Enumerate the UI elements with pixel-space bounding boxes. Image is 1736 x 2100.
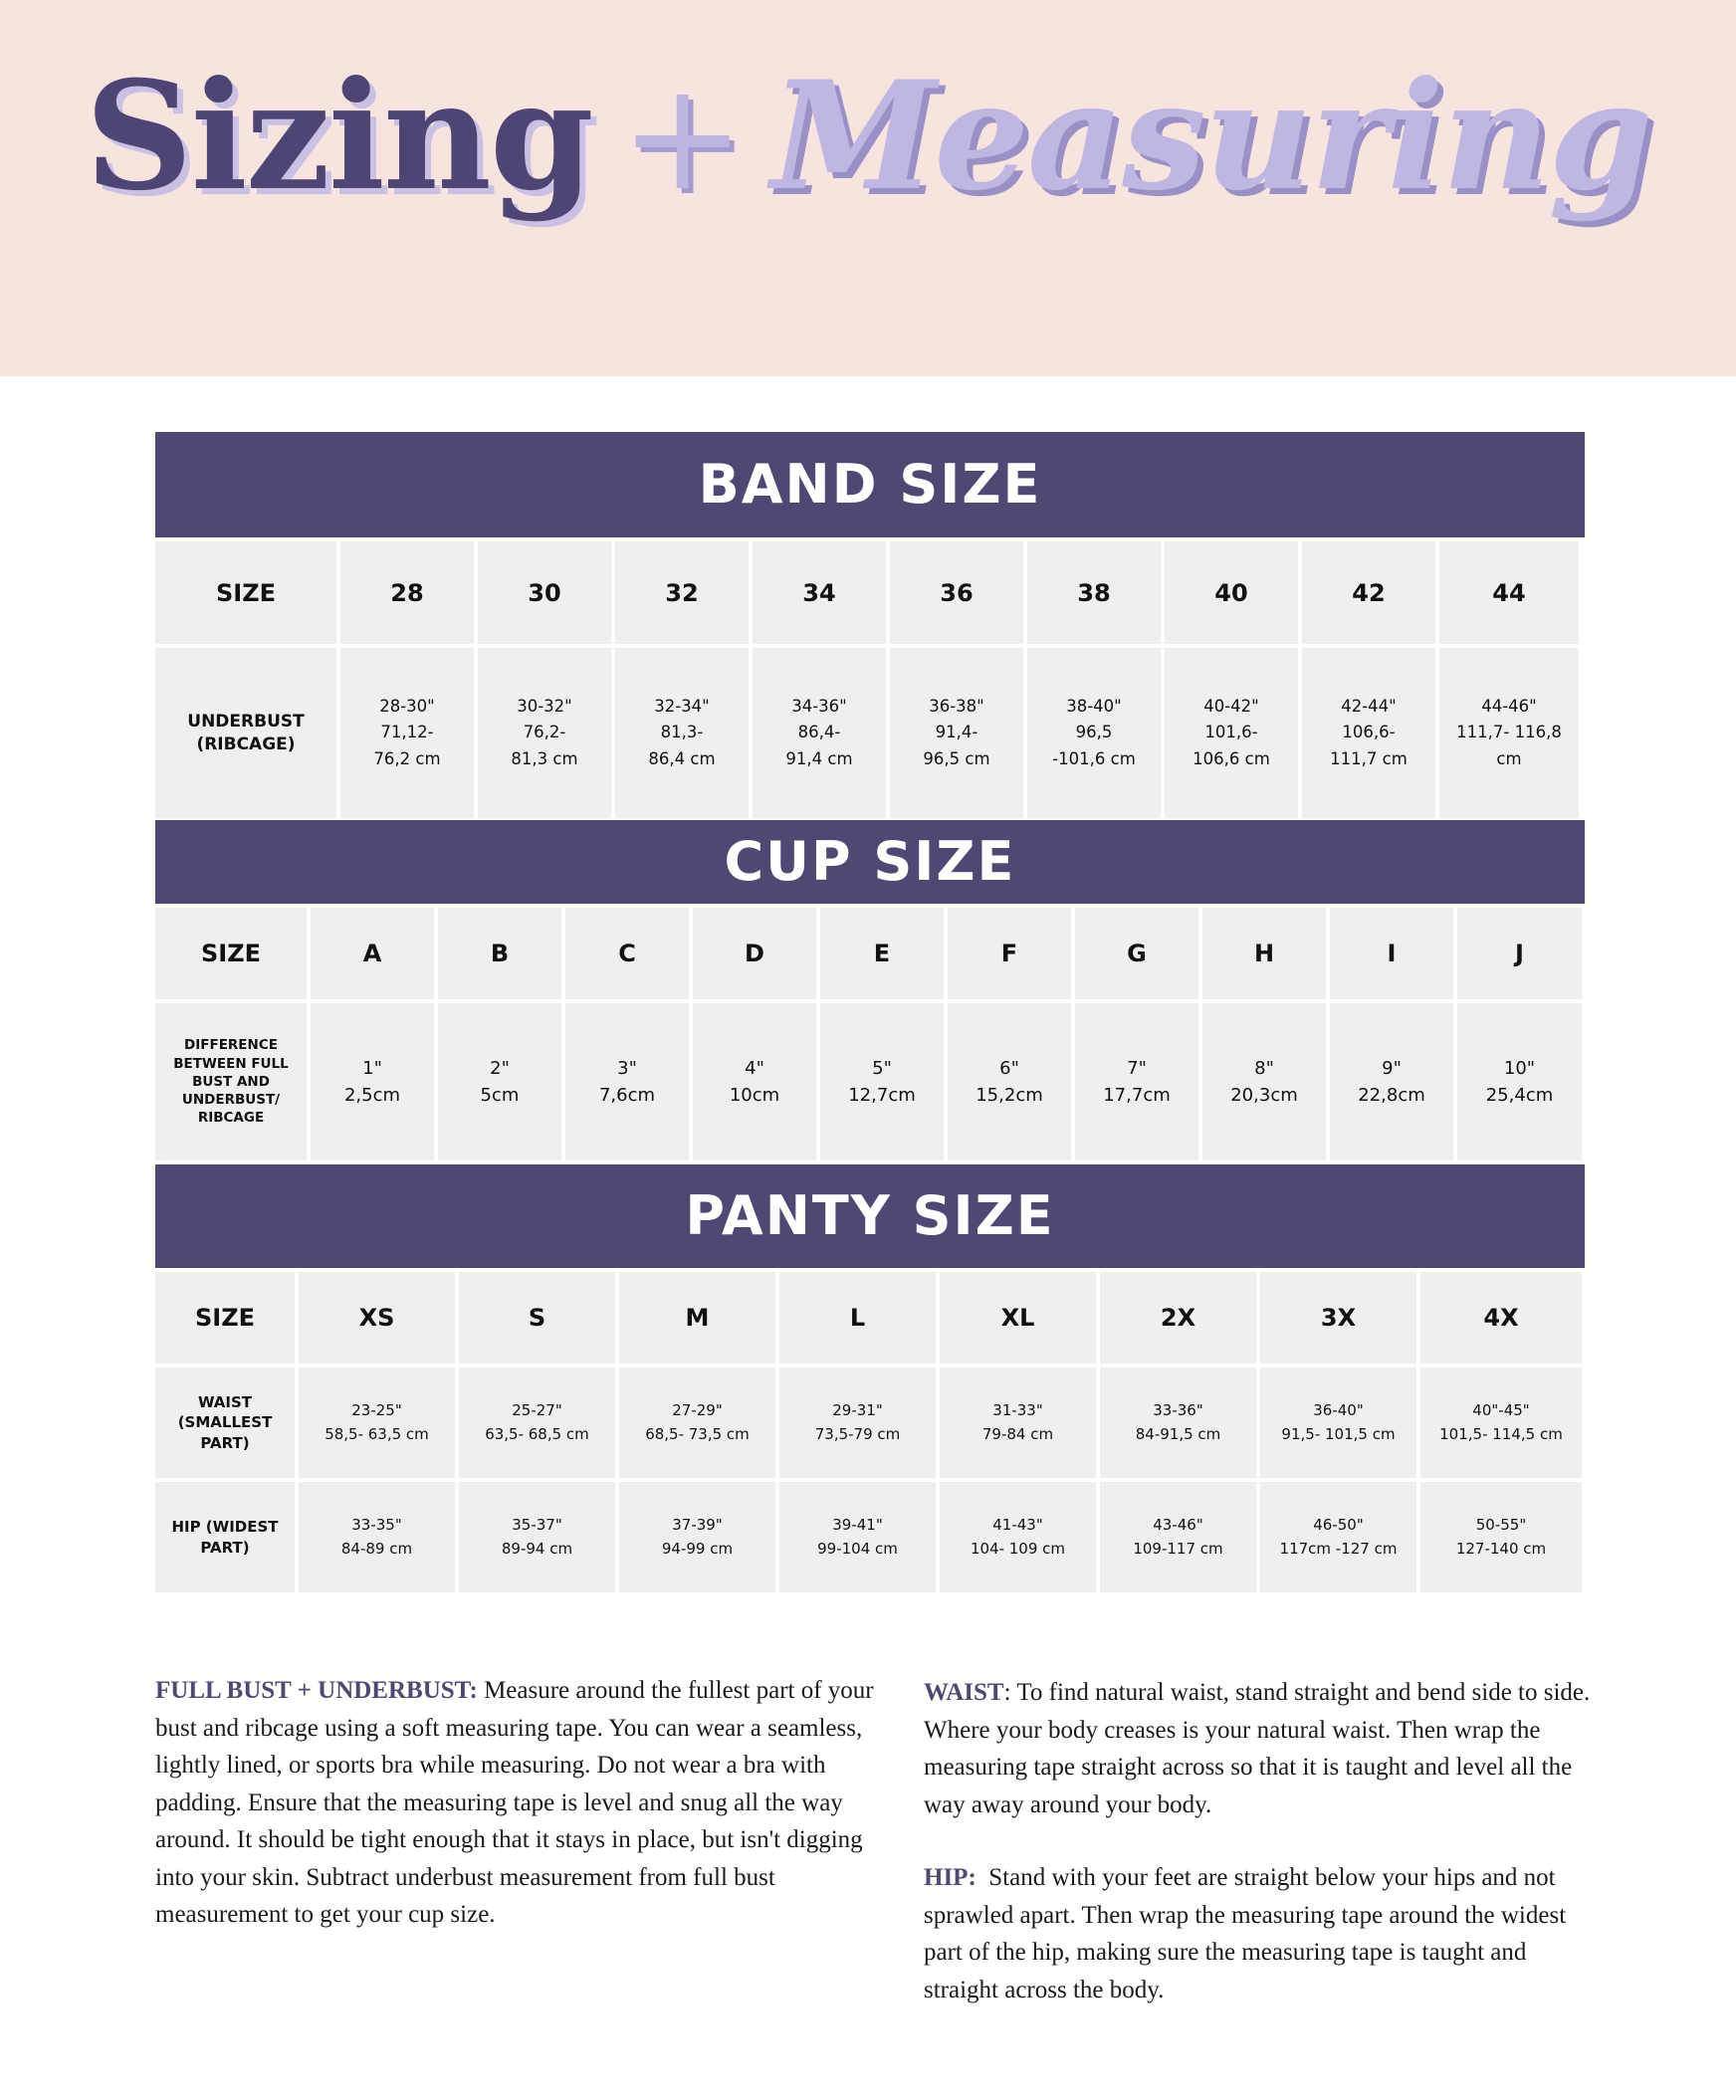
difference-value: 6" 15,2cm	[948, 1003, 1071, 1160]
underbust-value: 34-36" 86,4- 91,4 cm	[753, 648, 886, 818]
panty-size-xs: XS	[299, 1272, 455, 1364]
band-size-34: 34	[753, 541, 886, 644]
underbust-value: 30-32" 76,2- 81,3 cm	[478, 648, 611, 818]
cup-size-i: I	[1330, 908, 1453, 999]
title-plus: +	[619, 51, 744, 224]
underbust-value: 40-42" 101,6- 106,6 cm	[1165, 648, 1298, 818]
panty-size-table	[155, 1268, 1585, 1596]
cup-size-table	[155, 904, 1585, 1160]
underbust-value: 44-46" 111,7- 116,8 cm	[1439, 648, 1579, 818]
hip-value: 41-43" 104- 109 cm	[940, 1482, 1096, 1592]
waist-instructions	[924, 1674, 1591, 1823]
page-title	[0, 49, 1736, 224]
cup-size-f: F	[948, 908, 1071, 999]
hip-instructions	[924, 1859, 1591, 2008]
waist-value: 27-29" 68,5- 73,5 cm	[619, 1367, 775, 1478]
hip-value: 43-46" 109-117 cm	[1100, 1482, 1256, 1592]
underbust-value: 32-34" 81,3- 86,4 cm	[615, 648, 749, 818]
cup-size-d: D	[693, 908, 816, 999]
band-size-42: 42	[1302, 541, 1435, 644]
title-sizing: Sizing	[85, 49, 592, 224]
waist-value: 29-31" 73,5-79 cm	[779, 1367, 936, 1478]
title-measuring: Measuring	[770, 49, 1651, 224]
panty-size-xl: XL	[940, 1272, 1096, 1364]
waist-instructions-text: : To find natural waist, stand straight and bend side to side. Where your body creases is your natural waist. Then wrap the measuring tape straight across so that it is taught and level all the way away around your body.	[924, 1679, 1591, 1818]
hip-instructions-text: Stand with your feet are straight below your hips and not sprawled apart. Then wrap the measuring tape around the widest part of the hip, making sure the measuring tape is taught and straight across the body.	[924, 1864, 1573, 2003]
waist-label: WAIST (SMALLEST PART)	[155, 1367, 295, 1478]
waist-value: 25-27" 63,5- 68,5 cm	[459, 1367, 615, 1478]
underbust-value: 36-38" 91,4- 96,5 cm	[890, 648, 1023, 818]
cup-size-b: B	[438, 908, 561, 999]
band-size-30: 30	[478, 541, 611, 644]
hip-value: 35-37" 89-94 cm	[459, 1482, 615, 1592]
panty-size-3x: 3X	[1260, 1272, 1416, 1364]
waist-value: 23-25" 58,5- 63,5 cm	[299, 1367, 455, 1478]
panty-size-4x: 4X	[1420, 1272, 1582, 1364]
band-size-44: 44	[1439, 541, 1579, 644]
waist-value: 33-36" 84-91,5 cm	[1100, 1367, 1256, 1478]
waist-value: 31-33" 79-84 cm	[940, 1367, 1096, 1478]
panty-size-s: S	[459, 1272, 615, 1364]
cup-size-heading: CUP SIZE	[155, 820, 1585, 904]
hip-label: HIP (WIDEST PART)	[155, 1482, 295, 1592]
cup-size-a: A	[311, 908, 434, 999]
band-size-32: 32	[615, 541, 749, 644]
band-size-40: 40	[1165, 541, 1298, 644]
band-size-label: SIZE	[155, 541, 336, 644]
band-size-heading: BAND SIZE	[155, 432, 1585, 537]
underbust-value: 42-44" 106,6- 111,7 cm	[1302, 648, 1435, 818]
panty-size-l: L	[779, 1272, 936, 1364]
difference-value: 5" 12,7cm	[820, 1003, 944, 1160]
difference-value: 2" 5cm	[438, 1003, 561, 1160]
band-size-28: 28	[340, 541, 474, 644]
difference-value: 7" 17,7cm	[1075, 1003, 1198, 1160]
bust-instructions-text: Measure around the fullest part of your bust and ribcage using a soft measuring tape. You can wear a seamless, lightly lined, or sports bra while measuring. Do not wear a bra with padding. Ensure that the measuring tape is level and snug all the way around. It should be tight enough that it stays in place, but isn't digging into your skin. Subtract underbust measurement from full bust measurement to get your cup size.	[155, 1677, 874, 1928]
underbust-label: UNDERBUST (RIBCAGE)	[155, 648, 336, 818]
cup-size-g: G	[1075, 908, 1198, 999]
panty-size-2x: 2X	[1100, 1272, 1256, 1364]
hip-value: 37-39" 94-99 cm	[619, 1482, 775, 1592]
difference-value: 10" 25,4cm	[1457, 1003, 1582, 1160]
underbust-value: 38-40" 96,5 -101,6 cm	[1027, 648, 1161, 818]
cup-size-e: E	[820, 908, 944, 999]
cup-size-j: J	[1457, 908, 1582, 999]
cup-size-h: H	[1202, 908, 1326, 999]
bust-instructions-label: FULL BUST + UNDERBUST:	[155, 1677, 478, 1704]
cup-size-label: SIZE	[155, 908, 307, 999]
difference-value: 8" 20,3cm	[1202, 1003, 1326, 1160]
hip-instructions-label: HIP:	[924, 1864, 976, 1891]
hero-banner	[0, 0, 1736, 376]
difference-value: 9" 22,8cm	[1330, 1003, 1453, 1160]
waist-value: 40"-45" 101,5- 114,5 cm	[1420, 1367, 1582, 1478]
hip-value: 50-55" 127-140 cm	[1420, 1482, 1582, 1592]
hip-value: 46-50" 117cm -127 cm	[1260, 1482, 1416, 1592]
bust-instructions	[155, 1672, 880, 1934]
difference-value: 4" 10cm	[693, 1003, 816, 1160]
panty-size-label: SIZE	[155, 1272, 295, 1364]
hip-value: 33-35" 84-89 cm	[299, 1482, 455, 1592]
band-size-table	[155, 537, 1585, 818]
panty-size-heading: PANTY SIZE	[155, 1164, 1585, 1268]
band-size-38: 38	[1027, 541, 1161, 644]
band-size-36: 36	[890, 541, 1023, 644]
underbust-value: 28-30" 71,12- 76,2 cm	[340, 648, 474, 818]
cup-size-c: C	[565, 908, 689, 999]
difference-value: 3" 7,6cm	[565, 1003, 689, 1160]
waist-instructions-label: WAIST	[924, 1679, 1004, 1706]
panty-size-m: M	[619, 1272, 775, 1364]
difference-label: DIFFERENCE BETWEEN FULL BUST AND UNDERBUST/ RIBCAGE	[155, 1003, 307, 1160]
waist-value: 36-40" 91,5- 101,5 cm	[1260, 1367, 1416, 1478]
hip-value: 39-41" 99-104 cm	[779, 1482, 936, 1592]
difference-value: 1" 2,5cm	[311, 1003, 434, 1160]
